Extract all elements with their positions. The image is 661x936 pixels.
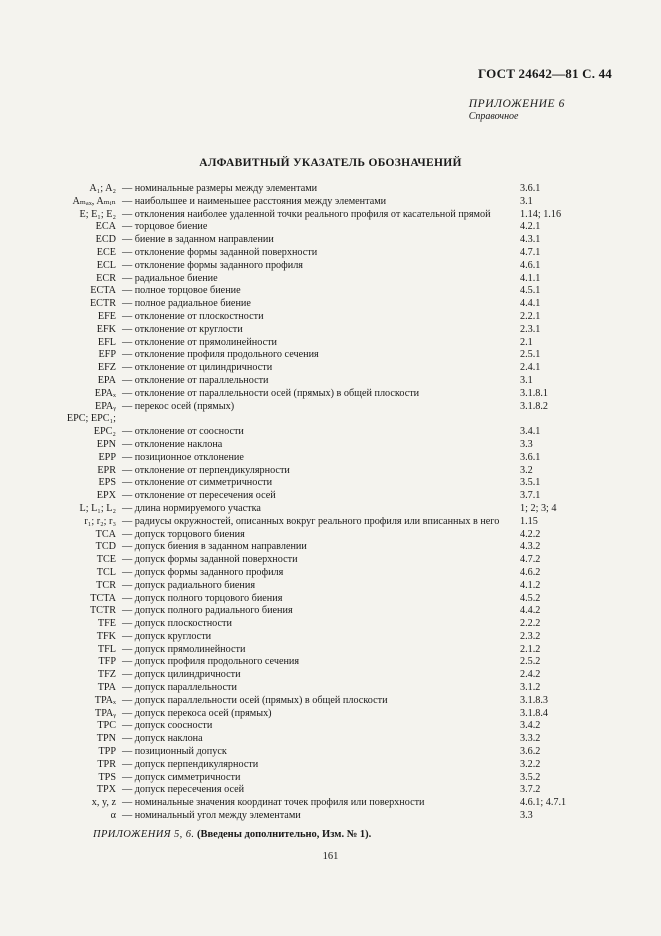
entry-reference: 4.7.2: [520, 554, 541, 566]
entry-symbol: TFP: [98, 656, 116, 668]
entry-description: — отклонение от параллельности осей (прямых) в общей плоскости: [122, 387, 420, 399]
entry-reference: 3.1.2: [520, 682, 541, 694]
entry-symbol: TPS: [98, 771, 116, 783]
entry-symbol: TPC: [97, 720, 116, 732]
entry-reference: 4.1.2: [520, 579, 541, 591]
entry-reference: 2.1: [520, 336, 533, 348]
entry-symbol: TPN: [96, 733, 116, 745]
entry-reference: 3.5.2: [520, 771, 541, 783]
entry-symbol: ECTA: [90, 285, 116, 297]
entry-description: — отклонение формы заданного профиля: [122, 259, 303, 271]
entry-reference: 3.4.2: [520, 720, 541, 732]
entry-symbol: EFL: [97, 336, 116, 348]
entry-reference: 2.1.2: [520, 643, 541, 655]
entry-description: — допуск цилиндричности: [122, 669, 241, 681]
entry-symbol: TPR: [97, 758, 116, 770]
appendix-label: [469, 98, 565, 122]
list-item: [0, 452, 661, 465]
list-item: [0, 746, 661, 759]
list-item: [0, 541, 661, 554]
entry-reference: 3.7.1: [520, 490, 541, 502]
entry-symbol: TPAₓ: [94, 694, 116, 706]
entry-description: — допуск формы заданной поверхности: [122, 554, 298, 566]
list-item: [0, 656, 661, 669]
entry-symbol: EFP: [98, 349, 116, 361]
appendix-title: ПРИЛОЖЕНИЕ 6: [468, 98, 565, 110]
entry-symbol: EPC; EPC₁;: [66, 413, 116, 425]
entry-description: — допуск формы заданного профиля: [122, 566, 284, 578]
list-item: [0, 695, 661, 708]
entry-reference: 4.1.1: [520, 272, 541, 284]
entry-reference: 3.5.1: [520, 477, 541, 489]
entry-reference: 3.6.1: [520, 451, 541, 463]
entry-reference: 4.4.1: [520, 298, 541, 310]
footnote: [93, 829, 371, 840]
entry-reference: 3.4.1: [520, 426, 541, 438]
entry-description: — допуск профиля продольного сечения: [122, 656, 300, 668]
entry-symbol: A₁; A₂: [89, 183, 116, 194]
entry-description: — допуск пересечения осей: [122, 784, 245, 796]
entry-description: — полное торцовое биение: [122, 285, 241, 297]
appendix-subtitle: Справочное: [468, 111, 519, 122]
entry-description: — допуск радиального биения: [122, 579, 256, 591]
entry-description: — отклонение от соосности: [122, 426, 244, 438]
list-item: [0, 554, 661, 567]
entry-symbol: EPP: [98, 451, 116, 463]
entry-description: — отклонение профиля продольного сечения: [122, 349, 319, 361]
list-item: [0, 490, 661, 503]
entry-description: — отклонение от цилиндричности: [122, 362, 273, 374]
list-item: [0, 605, 661, 618]
entry-symbol: EFE: [97, 310, 116, 322]
entry-description: — допуск соосности: [122, 720, 213, 732]
entry-reference: 4.6.2: [520, 566, 541, 578]
entry-reference: 4.6.1; 4.7.1: [520, 797, 567, 809]
entry-reference: 2.3.1: [520, 323, 541, 335]
entry-reference: 2.5.1: [520, 349, 541, 361]
entry-reference: 3.1.8.3: [520, 694, 549, 706]
entry-symbol: EPC₂: [93, 426, 116, 438]
entry-reference: 3.6.2: [520, 746, 541, 758]
entry-reference: 3.1.8.1: [520, 387, 549, 399]
entry-symbol: TPX: [96, 784, 116, 796]
list-item: [0, 682, 661, 695]
doc-header-ref: ГОСТ 24642—81 С. 44: [478, 66, 612, 81]
entry-description: — допуск наклона: [122, 733, 203, 745]
list-item: [0, 183, 661, 196]
entry-symbol: TFE: [97, 618, 116, 630]
list-item: [0, 797, 661, 810]
entry-description: — отклонение от симметричности: [122, 477, 273, 489]
entry-reference: 2.4.2: [520, 669, 541, 681]
list-item: [0, 580, 661, 593]
entry-reference: 2.4.1: [520, 362, 541, 374]
entry-reference: 1; 2; 3; 4: [520, 502, 557, 514]
entry-symbol: TPP: [98, 746, 116, 758]
entry-reference: 3.1.8.4: [520, 707, 549, 719]
list-item: [0, 234, 661, 247]
entry-symbol: TCD: [95, 541, 116, 553]
entry-symbol: x, y, z: [91, 797, 116, 809]
entry-symbol: TCE: [96, 554, 116, 566]
list-item: [0, 631, 661, 644]
entry-description: — радиусы окружностей, описанных вокруг реального профиля или вписанных в него: [122, 515, 500, 527]
entry-description: — отклонение от параллельности: [122, 374, 269, 386]
entry-description: — перекос осей (прямых): [122, 400, 235, 412]
entry-reference: 3.3: [520, 810, 533, 822]
entry-reference: 3.6.1: [520, 183, 541, 194]
entry-reference: 3.1: [520, 195, 533, 207]
list-item: [0, 273, 661, 286]
entry-symbol: ECR: [96, 272, 116, 284]
entry-symbol: TFZ: [97, 669, 116, 681]
entry-description: — допуск биения в заданном направлении: [122, 541, 307, 553]
page-number: 161: [322, 851, 339, 862]
entry-description: — биение в заданном направлении: [122, 234, 274, 246]
list-item: [0, 388, 661, 401]
entry-symbol: ECE: [96, 246, 116, 258]
entry-symbol: α: [110, 810, 116, 822]
entry-symbol: L; L₁; L₂: [79, 502, 116, 514]
list-item: [0, 196, 661, 209]
entry-symbol: TCL: [96, 566, 116, 578]
entry-symbol: TCTR: [89, 605, 116, 617]
list-item: [0, 733, 661, 746]
entry-description: — отклонение от пересечения осей: [122, 490, 276, 502]
list-item: [0, 337, 661, 350]
entry-description: — допуск перекоса осей (прямых): [122, 707, 272, 719]
symbol-index-list: [0, 183, 661, 823]
entry-reference: 3.3.2: [520, 733, 541, 745]
entry-description: — отклонение от плоскостности: [122, 310, 264, 322]
entry-symbol: EPN: [96, 438, 116, 450]
list-item: [0, 260, 661, 273]
entry-reference: 3.3: [520, 438, 533, 450]
list-item: [0, 221, 661, 234]
list-item: [0, 516, 661, 529]
list-item: [0, 426, 661, 439]
entry-description: — допуск полного торцового биения: [122, 592, 283, 604]
entry-description: — отклонения наиболее удаленной точки реального профиля от касательной прямой: [122, 208, 491, 220]
entry-description: — торцовое биение: [122, 221, 208, 233]
list-item: [0, 810, 661, 823]
list-item: [0, 618, 661, 631]
list-item: [0, 439, 661, 452]
entry-symbol: E; E₁; E₂: [79, 208, 116, 220]
entry-description: — допуск перпендикулярности: [122, 758, 259, 770]
entry-description: — номинальный угол между элементами: [122, 810, 301, 822]
entry-reference: 4.4.2: [520, 605, 541, 617]
footnote-italic: ПРИЛОЖЕНИЯ 5, 6.: [93, 829, 195, 840]
entry-symbol: TPAᵧ: [94, 707, 116, 719]
entry-symbol: EFZ: [97, 362, 116, 374]
entry-description: — радиальное биение: [122, 272, 218, 284]
list-item: [0, 413, 661, 426]
entry-reference: 4.7.1: [520, 246, 541, 258]
entry-reference: 4.5.1: [520, 285, 541, 297]
entry-description: — отклонение от прямолинейности: [122, 336, 278, 348]
entry-reference: 2.2.2: [520, 618, 541, 630]
entry-description: — номинальные размеры между элементами: [122, 183, 318, 194]
list-item: [0, 209, 661, 222]
entry-reference: 3.1.8.2: [520, 400, 549, 412]
entry-symbol: EPA: [97, 374, 116, 386]
entry-description: — допуск круглости: [122, 630, 212, 642]
entry-description: — допуск параллельности: [122, 682, 237, 694]
entry-reference: 4.3.1: [520, 234, 541, 246]
entry-reference: 3.2.2: [520, 758, 541, 770]
list-item: [0, 644, 661, 657]
list-item: [0, 708, 661, 721]
entry-symbol: TCR: [96, 579, 116, 591]
list-item: [0, 503, 661, 516]
entry-reference: 4.6.1: [520, 259, 541, 271]
list-item: [0, 529, 661, 542]
entry-description: — отклонение от перпендикулярности: [122, 464, 290, 476]
list-item: [0, 465, 661, 478]
entry-symbol: EPS: [98, 477, 116, 489]
entry-symbol: ECTR: [89, 298, 116, 310]
entry-description: — допуск параллельности осей (прямых) в общей плоскости: [122, 694, 388, 706]
list-item: [0, 285, 661, 298]
entry-symbol: EPX: [96, 490, 116, 502]
list-item: [0, 759, 661, 772]
entry-description: — допуск плоскостности: [122, 618, 232, 630]
entry-description: — длина нормируемого участка: [122, 502, 261, 514]
list-item: [0, 477, 661, 490]
list-item: [0, 324, 661, 337]
entry-symbol: EPR: [97, 464, 116, 476]
list-item: [0, 772, 661, 785]
list-item: [0, 567, 661, 580]
entry-symbol: EPAᵧ: [94, 400, 116, 412]
list-item: [0, 298, 661, 311]
list-item: [0, 247, 661, 260]
entry-reference: 2.3.2: [520, 630, 541, 642]
entry-reference: 4.2.2: [520, 528, 541, 540]
entry-description: — полное радиальное биение: [122, 298, 251, 310]
entry-symbol: TFL: [97, 643, 116, 655]
entry-symbol: TPA: [97, 682, 116, 694]
entry-reference: 4.3.2: [520, 541, 541, 553]
list-item: [0, 593, 661, 606]
list-item: [0, 349, 661, 362]
list-item: [0, 784, 661, 797]
entry-symbol: EPAₓ: [94, 387, 116, 399]
entry-symbol: ECA: [95, 221, 116, 233]
entry-reference: 3.7.2: [520, 784, 541, 796]
page-title: АЛФАВИТНЫЙ УКАЗАТЕЛЬ ОБОЗНАЧЕНИЙ: [199, 157, 462, 169]
entry-description: — допуск симметричности: [122, 771, 241, 783]
entry-symbol: TCTA: [90, 592, 116, 604]
list-item: [0, 362, 661, 375]
entry-symbol: TCA: [95, 528, 116, 540]
entry-symbol: EFK: [96, 323, 116, 335]
entry-symbol: Aₘₐₓ, Aₘᵢₙ: [72, 195, 116, 207]
entry-description: — отклонение формы заданной поверхности: [122, 246, 318, 258]
list-item: [0, 669, 661, 682]
list-item: [0, 401, 661, 414]
entry-description: — допуск полного радиального биения: [122, 605, 293, 617]
entry-reference: 1.14; 1.16: [520, 208, 562, 220]
entry-description: — отклонение от круглости: [122, 323, 243, 335]
entry-description: — наибольшее и наименьшее расстояния между элементами: [122, 195, 387, 207]
entry-reference: 3.2: [520, 464, 533, 476]
entry-symbol: ECD: [95, 234, 116, 246]
entry-reference: 2.2.1: [520, 310, 541, 322]
entry-symbol: ECL: [96, 259, 116, 271]
list-item: [0, 311, 661, 324]
entry-reference: 2.5.2: [520, 656, 541, 668]
entry-description: — позиционный допуск: [122, 746, 227, 758]
entry-description: — допуск прямолинейности: [122, 643, 246, 655]
list-item: [0, 375, 661, 388]
list-item: [0, 720, 661, 733]
entry-description: — отклонение наклона: [122, 438, 223, 450]
footnote-bold: (Введены дополнительно, Изм. № 1).: [197, 829, 372, 840]
entry-symbol: TFK: [96, 630, 116, 642]
entry-reference: 4.5.2: [520, 592, 541, 604]
entry-description: — позиционное отклонение: [122, 451, 244, 463]
entry-description: — номинальные значения координат точек профиля или поверхности: [122, 797, 425, 809]
entry-reference: 1.15: [520, 515, 538, 527]
entry-reference: 4.2.1: [520, 221, 541, 233]
entry-symbol: r₁; r₂; r₃: [84, 515, 116, 527]
entry-description: — допуск торцового биения: [122, 528, 245, 540]
entry-reference: 3.1: [520, 374, 533, 386]
